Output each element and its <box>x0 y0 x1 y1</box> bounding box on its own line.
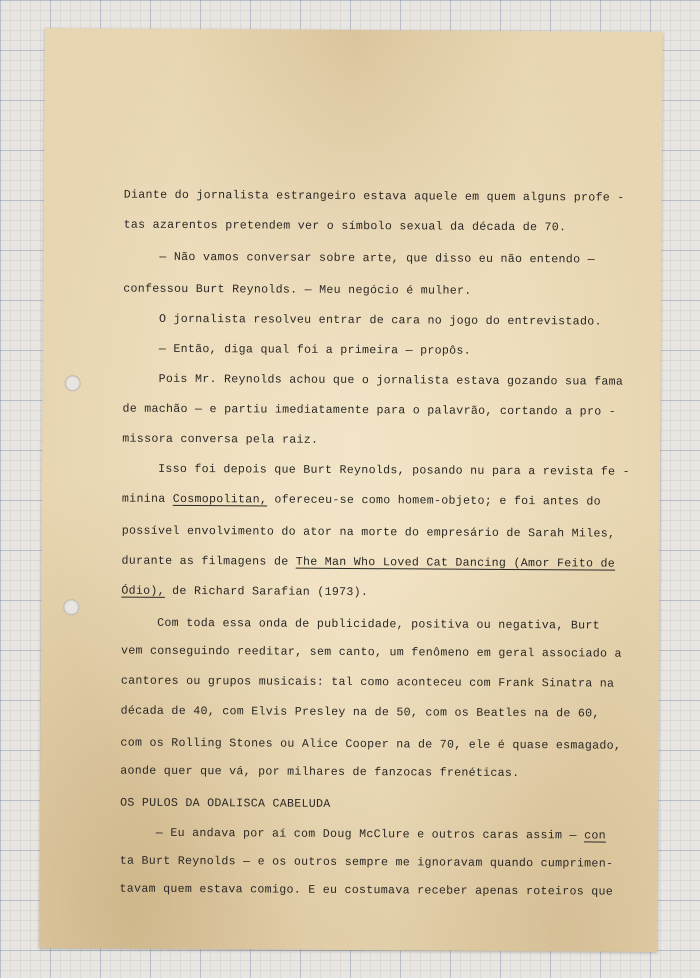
text-line <box>120 883 614 899</box>
section-heading <box>120 797 331 811</box>
underlined-title: Ódio), <box>121 584 165 598</box>
text-segment: Com toda essa onda de publicidade, positiva ou negativa, Burt <box>157 616 600 633</box>
text-line <box>120 765 519 780</box>
text-segment: Diante do jornalista estrangeiro estava aquele em quem alguns profe - <box>123 188 625 205</box>
text-line <box>159 313 602 329</box>
text-line <box>121 705 600 721</box>
text-segment: — Não vamos conversar sobre arte, que disso eu não entendo — <box>159 250 595 267</box>
text-segment: O jornalista resolveu entrar de cara no jogo do entrevistado. <box>158 312 602 329</box>
text-line <box>159 251 595 267</box>
text-segment: década de 40, com Elvis Presley na de 50, com os Beatles na de 60, <box>120 704 600 721</box>
text-segment: de machão — e partiu imediatamente para o palavrão, cortando a pro - <box>122 402 617 419</box>
text-line <box>123 283 471 298</box>
text-segment: OS PULOS DA ODALISCA CABELUDA <box>120 796 331 811</box>
text-segment: Isso foi depois que Burt Reynolds, posando nu para a revista fe - <box>158 462 630 479</box>
text-segment: minina <box>121 492 173 506</box>
underlined-title: Cosmopolitan, <box>172 492 268 507</box>
text-segment: confessou Burt Reynolds. — Meu negócio é mulher. <box>123 282 472 298</box>
text-line <box>158 463 630 479</box>
underlined-title: The Man Who Loved Cat Dancing (Amor Feito de <box>295 555 616 571</box>
typewritten-text <box>45 28 663 899</box>
text-segment: de Richard Sarafian (1973). <box>164 584 369 600</box>
punch-hole <box>65 375 81 391</box>
text-segment: ta Burt Reynolds — e os outros sempre me ignoravam quando cumprimen- <box>119 854 614 871</box>
text-line <box>159 373 624 389</box>
text-line <box>157 617 600 633</box>
text-line <box>122 555 616 571</box>
text-segment: — Então, diga qual foi a primeira — propôs. <box>158 342 471 358</box>
text-line <box>120 855 614 871</box>
text-segment: com os Rolling Stones ou Alice Cooper na de 70, ele é quase esmagado, <box>120 736 622 753</box>
text-line <box>124 219 567 235</box>
text-segment: vem conseguindo reeditar, sem canto, um fenômeno em geral associado a <box>120 644 622 661</box>
text-segment: tas azarentos pretendem ver o símbolo sexual da década de 70. <box>123 218 567 235</box>
text-segment: — Eu andava por aí com Doug McClure e outros caras assim — <box>155 826 585 843</box>
text-line <box>122 433 318 447</box>
text-line <box>120 737 621 753</box>
text-line <box>156 827 606 843</box>
typewritten-page <box>39 28 663 952</box>
text-line <box>122 403 616 419</box>
text-segment: aonde quer que vá, por milhares de fanzocas frenéticas. <box>120 764 520 781</box>
text-segment: possível envolvimento do ator na morte do empresário de Sarah Miles, <box>121 524 616 541</box>
text-segment: durante as filmagens de <box>121 554 296 569</box>
punch-hole <box>63 599 79 615</box>
text-line <box>122 493 601 509</box>
text-segment: tavam quem estava comigo. E eu costumava receber apenas roteiros que <box>119 882 614 899</box>
underlined-title: con <box>584 829 606 843</box>
text-segment: missora conversa pela raiz. <box>122 432 319 447</box>
text-line <box>121 645 622 661</box>
text-line <box>124 189 625 205</box>
text-segment: cantores ou grupos musicais: tal como aconteceu com Frank Sinatra na <box>120 674 615 691</box>
text-line <box>121 585 368 600</box>
text-line <box>122 525 616 541</box>
text-line <box>159 343 471 358</box>
text-line <box>121 675 615 691</box>
text-segment: ofereceu-se como homem-objeto; e foi antes do <box>267 493 601 509</box>
text-segment: Pois Mr. Reynolds achou que o jornalista estava gozando sua fama <box>158 372 624 389</box>
